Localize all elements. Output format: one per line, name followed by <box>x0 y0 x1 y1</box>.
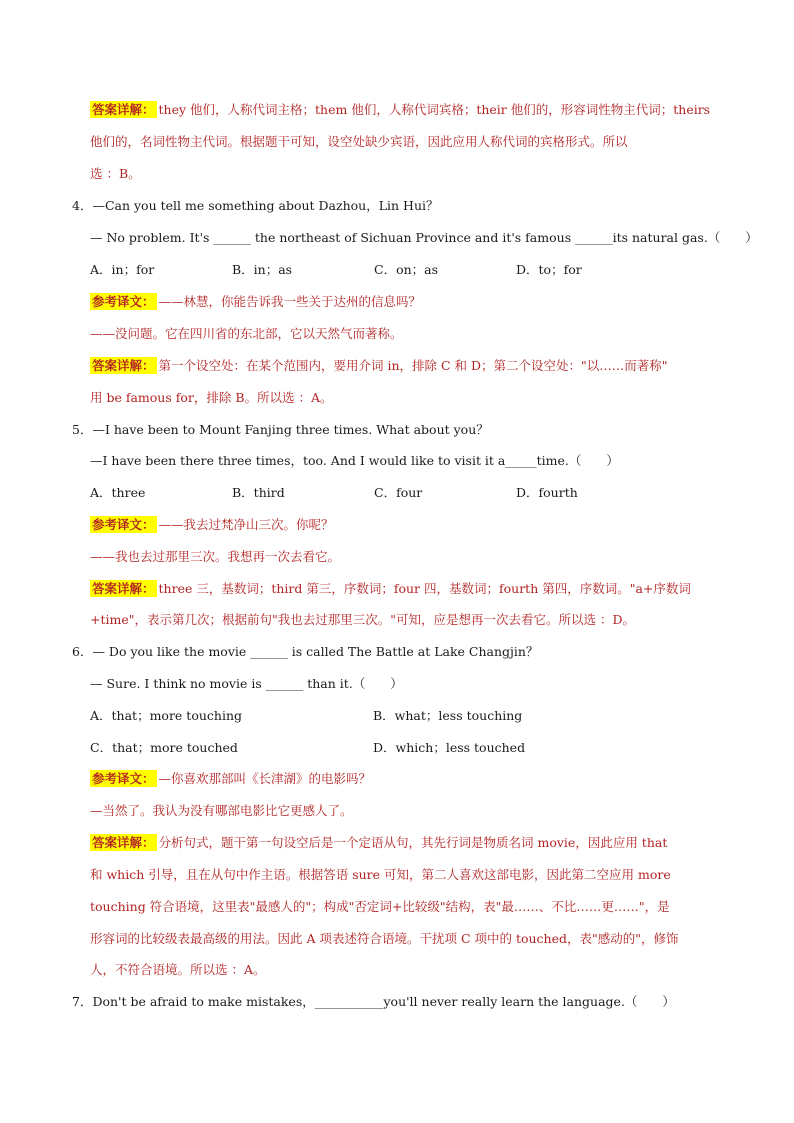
option-c: C．that；more touched <box>90 740 238 755</box>
question-6-stem: 6．— Do you like the movie ______ is called The Battle at Lake Changjin？ <box>72 644 539 659</box>
option-a: A．in；for <box>90 262 155 277</box>
reference-translation-tag: 参考译文： <box>92 517 155 532</box>
question-4-stem: 4．—Can you tell me something about Dazhou，Lin Hui？ <box>72 198 439 213</box>
option-c: C．four <box>374 485 423 500</box>
question-4-options <box>90 260 582 280</box>
explanation-line: 形容词的比较级表最高级的用法。因此 A 项表述符合语境。干扰项 C 项中的 touched，表"感动的"，修饰 <box>90 931 679 946</box>
question-6-options-row2 <box>90 738 525 758</box>
reference-translation-tag: 参考译文： <box>92 294 155 309</box>
answer-explanation-tag: 答案详解： <box>92 835 155 850</box>
option-d: D．to；for <box>516 262 582 277</box>
explanation-line: touching 符合语境，这里表"最感人的"；构成"否定词+比较级"结构，表"最……、不比……更……"，是 <box>90 899 670 914</box>
explanation-line: 选 ：B。 <box>90 166 141 181</box>
explanation-line: 答案详解： three 三，基数词；third 第三，序数词；four 四，基数词；fourth 第四，序数词。"a+序数词 <box>92 581 691 596</box>
option-c: C．on；as <box>374 262 439 277</box>
explanation-line: 他们的，名词性物主代词。根据题干可知，设空处缺少宾语，因此应用人称代词的宾格形式。所以 <box>90 134 628 149</box>
option-d: D．fourth <box>516 485 578 500</box>
question-6-line: — Sure. I think no movie is ______ than it.（ ） <box>90 676 403 691</box>
option-d: D．which；less touched <box>373 740 526 755</box>
translation-line: 参考译文： ——林慧，你能告诉我一些关于达州的信息吗？ <box>92 294 422 309</box>
explanation-line: 答案详解： 第一个设空处：在某个范围内，要用介词 in，排除 C 和 D；第二个设空处："以……而著称" <box>92 358 668 373</box>
explanation-line: +time"，表示第几次；根据前句"我也去过那里三次。"可知，应是想再一次去看它。所以选 ：D。 <box>90 612 635 627</box>
option-a: A．three <box>90 485 146 500</box>
question-5-options <box>90 483 578 503</box>
explanation-line <box>90 100 710 120</box>
question-6-options-row1 <box>90 706 522 726</box>
reference-translation-tag: 参考译文： <box>92 771 155 786</box>
translation-line: 参考译文： ——我去过梵净山三次。你呢？ <box>92 517 334 532</box>
explanation-line: 用 be famous for，排除 B。所以选 ：A。 <box>90 390 333 405</box>
explanation-line: 答案详解： 分析句式，题干第一句设空后是一个定语从句，其先行词是物质名词 movie，因此应用 that <box>92 835 668 850</box>
explanation-line: 和 which 引导，且在从句中作主语。根据答语 sure 可知，第二人喜欢这部电影，因此第二空应用 more <box>90 867 671 882</box>
answer-explanation-tag: 答案详解： <box>92 358 155 373</box>
answer-explanation-tag: 答案详解： <box>92 102 155 117</box>
question-5-line: —I have been there three times，too. And I would like to visit it a_____time.（ ） <box>90 453 619 468</box>
question-5-stem: 5．—I have been to Mount Fanjing three times. What about you？ <box>72 422 489 437</box>
translation-line: 参考译文： —你喜欢那部叫《长津湖》的电影吗？ <box>92 771 372 786</box>
explanation-line: 人，不符合语境。所以选 ：A。 <box>90 962 266 977</box>
option-b: B．what；less touching <box>373 708 523 723</box>
option-a: A．that；more touching <box>90 708 243 723</box>
option-b: B．third <box>232 485 285 500</box>
answer-explanation-tag: 答案详解： <box>92 581 155 596</box>
option-b: B．in；as <box>232 262 293 277</box>
question-7-stem: 7．Don't be afraid to make mistakes，___________you'll never really learn the language.（ ） <box>72 994 675 1009</box>
translation-line: ——我也去过那里三次。我想再一次去看它。 <box>90 549 341 564</box>
translation-line: ——没问题。它在四川省的东北部，它以天然气而著称。 <box>90 326 403 341</box>
explanation-text: they 他们，人称代词主格；them 他们，人称代词宾格；their 他们的，形容词性物主代词；theirs <box>158 102 711 117</box>
translation-line: —当然了。我认为没有哪部电影比它更感人了。 <box>90 803 353 818</box>
question-4-line: — No problem. It's ______ the northeast of Sichuan Province and it's famous ______its natural gas.（ ） <box>90 230 758 245</box>
